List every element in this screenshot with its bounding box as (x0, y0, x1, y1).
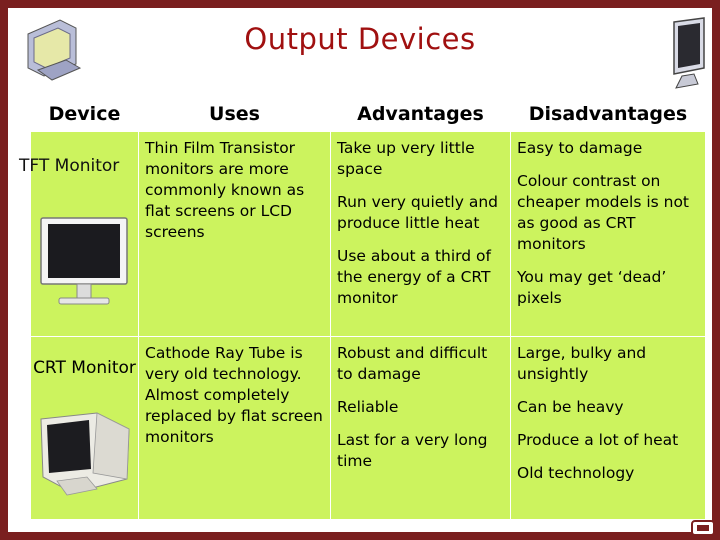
page-title: Output Devices (244, 22, 476, 56)
header-device: Device (31, 97, 139, 131)
crt-monitor-image (37, 407, 131, 501)
table-row-crt (31, 336, 706, 520)
tft-disadvantages-cell (511, 131, 706, 336)
crt-disadvantage-1: Large, bulky and unsightly (517, 343, 647, 383)
tft-advantage-3: Use about a third of the energy of a CRT monitor (337, 246, 491, 307)
tft-disadvantage-1: Easy to damage (517, 138, 643, 157)
crt-uses-cell (139, 336, 331, 520)
header-uses: Uses (139, 97, 331, 131)
tft-advantage-2: Run very quietly and produce little heat (337, 192, 498, 232)
corner-decoration-icon (690, 517, 716, 537)
devices-table (19, 97, 706, 520)
header-advantages: Advantages (331, 97, 511, 131)
tft-uses-cell (139, 131, 331, 336)
tft-advantages-cell (331, 131, 511, 336)
table-row-tft (31, 131, 706, 336)
tft-uses-text: Thin Film Transistor monitors are more commonly known as flat screens or LCD screens (145, 138, 305, 241)
crt-disadvantage-3: Produce a lot of heat (517, 430, 679, 449)
tft-disadvantage-3: You may get ‘dead’ pixels (517, 267, 667, 307)
crt-advantage-1: Robust and difficult to damage (337, 343, 488, 383)
crt-disadvantages-cell (511, 336, 706, 520)
crt-advantage-2: Reliable (337, 397, 399, 416)
crt-disadvantage-2: Can be heavy (517, 397, 624, 416)
crt-advantages-cell (331, 336, 511, 520)
crt-uses-text: Cathode Ray Tube is very old technology. Almost completely replaced by flat screen monitors (145, 343, 323, 446)
tft-device-cell (19, 131, 139, 336)
crt-device-cell (31, 336, 139, 520)
tft-monitor-image (37, 212, 131, 312)
tft-device-label: TFT Monitor (19, 155, 120, 176)
table-header-row (31, 97, 706, 131)
tft-disadvantage-2: Colour contrast on cheaper models is not as good as CRT monitors (517, 171, 690, 253)
crt-disadvantage-4: Old technology (517, 463, 635, 482)
crt-device-label: CRT Monitor (33, 357, 136, 378)
crt-advantage-3: Last for a very long time (337, 430, 488, 470)
header-disadvantages: Disadvantages (511, 97, 706, 131)
tft-advantage-1: Take up very little space (337, 138, 475, 178)
